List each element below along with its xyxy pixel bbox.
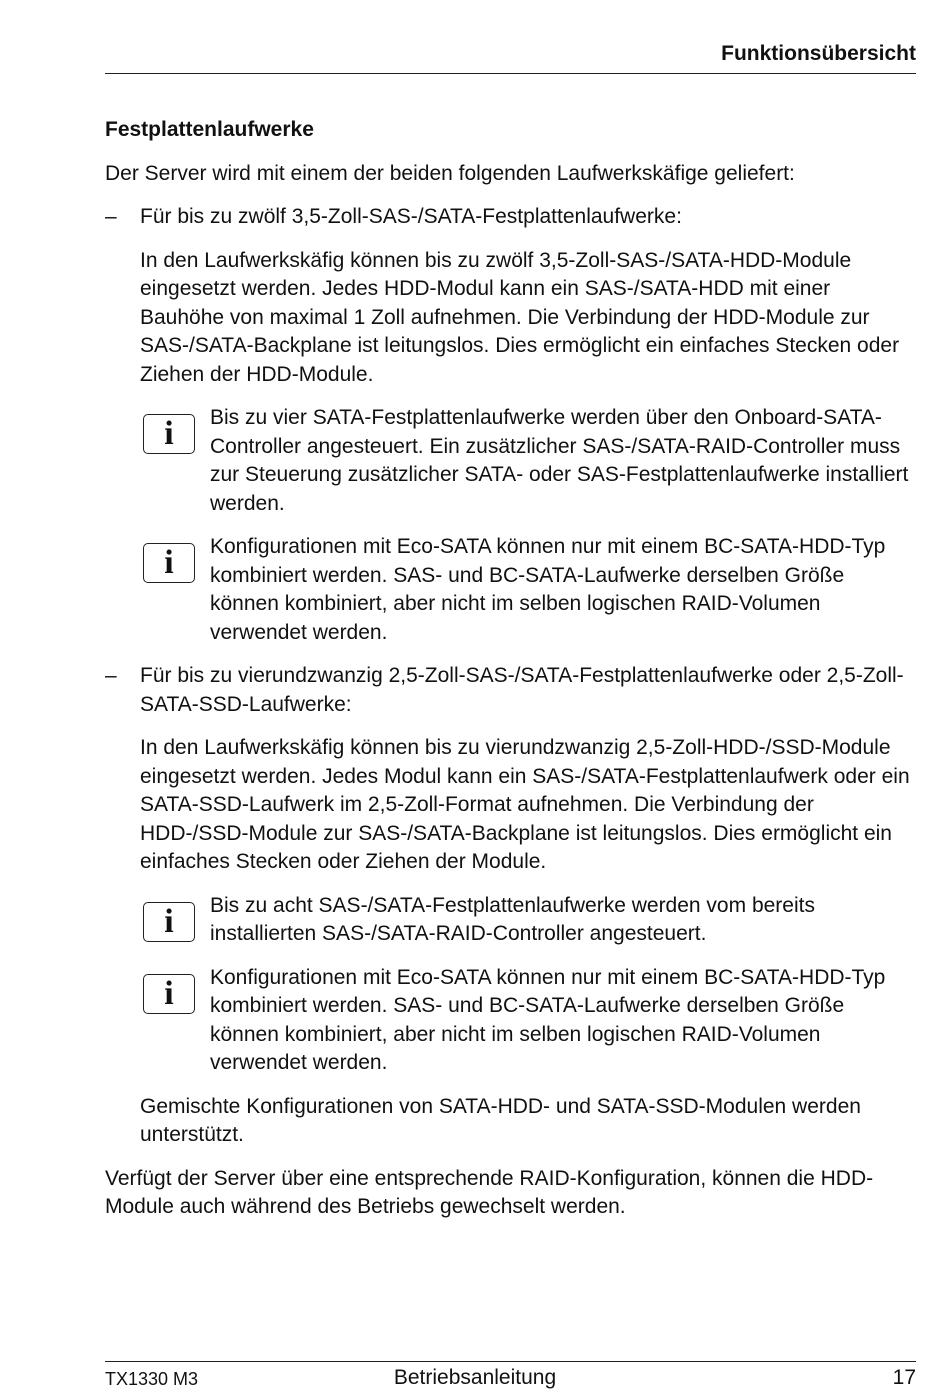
list-item-body: In den Laufwerkskäfig können bis zu zwölf 3,5-Zoll-SAS-/SATA-HDD-Module eingesetzt werden. Jedes HDD-Modul kann ein SAS-/SATA-HDD mit einer Bauhöhe von maximal 1 Zoll aufnehmen. Die Verbindung der HDD-Module zur SAS-/SATA-Backplane ist leitungslos. Dies ermöglicht ein einfaches Stecken oder Ziehen der HDD-Module. bbox=[140, 248, 900, 386]
info-note bbox=[143, 404, 917, 518]
info-note-text: Bis zu acht SAS-/SATA-Festplattenlaufwerke werden vom bereits installierten SAS-/SATA-RAID-Controller angesteuert. bbox=[210, 893, 815, 945]
mixed-config-paragraph: Gemischte Konfigurationen von SATA-HDD- und SATA-SSD-Modulen werden unterstützt. bbox=[140, 1094, 861, 1146]
info-note-text: Bis zu vier SATA-Festplattenlaufwerke werden über den Onboard-SATA-Controller angesteuert. Ein zusätzlicher SAS-/SATA-RAID-Controller muss zur Steuerung zusätzlicher SATA- oder SAS-Festplattenlaufwerke installiert werden. bbox=[210, 406, 909, 515]
info-icon: i bbox=[143, 902, 195, 942]
list-item-title: Für bis zu vierundzwanzig 2,5-Zoll-SAS-/SATA-Festplattenlaufwerke oder 2,5-Zoll-SATA-SSD-Laufwerke: bbox=[140, 664, 904, 716]
list-item bbox=[105, 203, 917, 232]
footer-divider bbox=[105, 1361, 916, 1362]
info-icon: i bbox=[143, 543, 195, 583]
list-item-body: In den Laufwerkskäfig können bis zu vierundzwanzig 2,5-Zoll-HDD-/SSD-Module eingesetzt werden. Jedes Modul kann ein SAS-/SATA-Festplattenlaufwerk oder ein SATA-SSD-Laufwerk im 2,5-Zoll-Format aufnehmen. Die Verbindung der HDD-/SSD-Module zur SAS-/SATA-Backplane ist leitungslos. Dies ermöglicht ein einfaches Stecken oder Ziehen der Module. bbox=[140, 736, 910, 873]
section-heading: Festplattenlaufwerke bbox=[105, 118, 314, 141]
info-note bbox=[143, 533, 917, 647]
page-header-title: Funktionsübersicht bbox=[721, 42, 916, 65]
intro-paragraph: Der Server wird mit einem der beiden folgenden Laufwerkskäfige geliefert: bbox=[105, 161, 795, 185]
list-item bbox=[105, 662, 917, 719]
footer-model: TX1330 M3 bbox=[105, 1369, 199, 1389]
header-divider bbox=[105, 73, 916, 74]
info-icon: i bbox=[143, 414, 195, 454]
dash-bullet: – bbox=[105, 664, 117, 687]
closing-paragraph: Verfügt der Server über eine entsprechende RAID-Konfiguration, können die HDD-Module auch während des Betriebs gewechselt werden. bbox=[105, 1166, 874, 1218]
page-content bbox=[105, 116, 917, 1237]
info-note-text: Konfigurationen mit Eco-SATA können nur mit einem BC-SATA-HDD-Typ kombiniert werden. SAS- und BC-SATA-Laufwerke derselben Größe können kombiniert, aber nicht im selben logischen RAID-Volumen verwendet werden. bbox=[210, 965, 886, 1074]
list-item-title: Für bis zu zwölf 3,5-Zoll-SAS-/SATA-Festplattenlaufwerke: bbox=[140, 205, 682, 228]
info-note bbox=[143, 892, 917, 949]
dash-bullet: – bbox=[105, 205, 117, 228]
info-icon: i bbox=[143, 974, 195, 1014]
info-note bbox=[143, 964, 917, 1078]
page-number: 17 bbox=[892, 1366, 916, 1389]
info-note-text: Konfigurationen mit Eco-SATA können nur mit einem BC-SATA-HDD-Typ kombiniert werden. SAS- und BC-SATA-Laufwerke derselben Größe können kombiniert, aber nicht im selben logischen RAID-Volumen verwendet werden. bbox=[210, 535, 886, 644]
footer-manual-title: Betriebsanleitung bbox=[393, 1366, 557, 1389]
